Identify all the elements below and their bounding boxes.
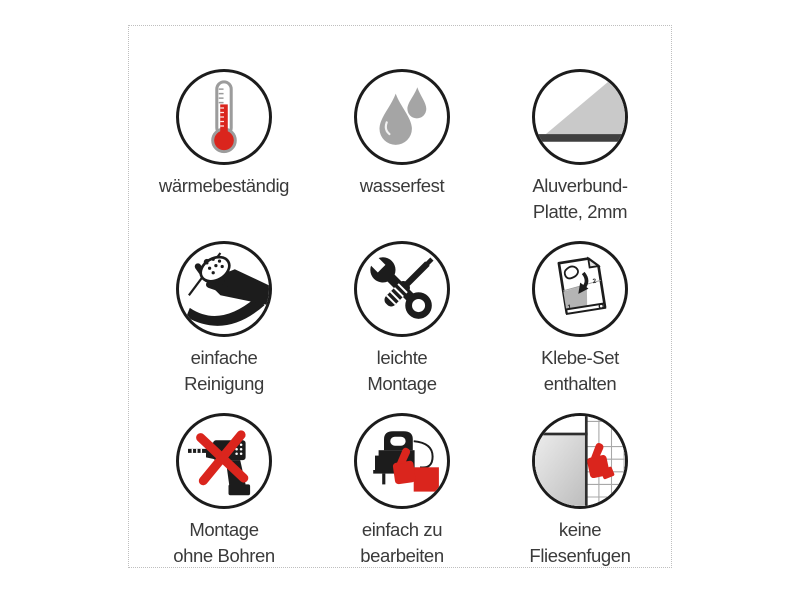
feature-item-adhesive-set xyxy=(491,241,669,413)
feature-label: Montage ohne Bohren xyxy=(173,519,275,566)
wrench-screwdriver-icon xyxy=(354,241,450,337)
feature-item-easy-cleaning xyxy=(135,241,313,413)
feature-label: Klebe-Set enthalten xyxy=(541,347,619,394)
jigsaw-thumbs-up-icon xyxy=(354,413,450,509)
water-drops-icon xyxy=(354,69,450,165)
adhesive-set-icon xyxy=(532,241,628,337)
feature-item-alu-panel xyxy=(491,69,669,241)
feature-panel xyxy=(128,25,672,568)
feature-label: leichte Montage xyxy=(367,347,437,394)
feature-item-no-drilling xyxy=(135,413,313,585)
svg-text:2: 2 xyxy=(592,277,597,286)
feature-grid xyxy=(135,69,669,585)
svg-text:1: 1 xyxy=(567,303,572,312)
no-tile-joints-icon xyxy=(532,413,628,509)
feature-item-easy-to-work xyxy=(313,413,491,585)
thermometer-icon xyxy=(176,69,272,165)
feature-item-waterproof xyxy=(313,69,491,241)
feature-label: Aluverbund- Platte, 2mm xyxy=(532,175,628,222)
feature-label: einfach zu bearbeiten xyxy=(360,519,444,566)
feature-item-heat-resistant xyxy=(135,69,313,241)
feature-label: wasserfest xyxy=(359,175,445,196)
feature-label: wärmebeständig xyxy=(158,175,290,196)
sponge-cleaning-icon xyxy=(176,241,272,337)
feature-label: einfache Reinigung xyxy=(184,347,264,394)
feature-item-easy-mounting xyxy=(313,241,491,413)
no-drilling-icon xyxy=(176,413,272,509)
feature-label: keine Fliesenfugen xyxy=(529,519,631,566)
feature-item-no-tile-joints xyxy=(491,413,669,585)
alu-composite-panel-icon xyxy=(532,69,628,165)
